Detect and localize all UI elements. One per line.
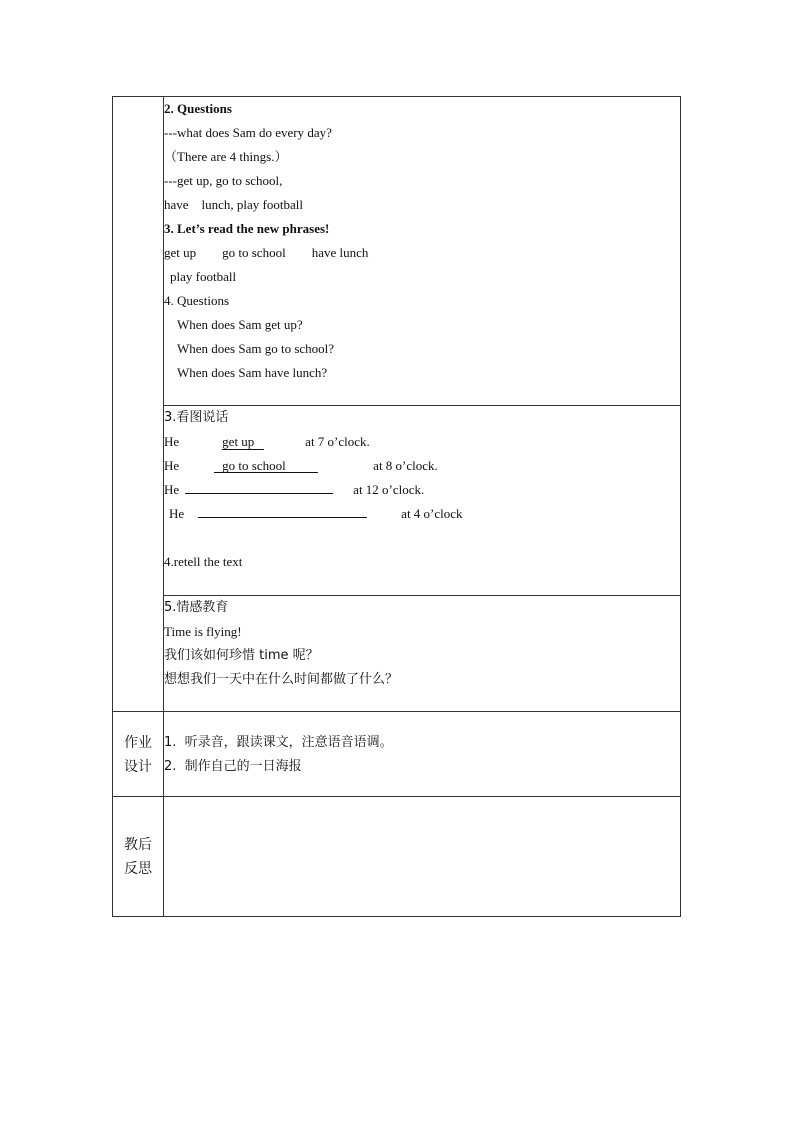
hint-four-things: （There are 4 things.）	[164, 149, 288, 164]
question-go-to-school: When does Sam go to school?	[177, 341, 335, 356]
lesson-plan-table	[112, 96, 681, 917]
phrase-play-football: play football	[170, 269, 237, 284]
homework-label-line1: 作业	[124, 735, 152, 751]
blank-empty	[198, 502, 367, 518]
cherish-time-question: 我们该如何珍惜 time 呢？	[164, 648, 319, 663]
subject-he: He	[164, 482, 180, 497]
question-get-up: When does Sam get up?	[177, 317, 303, 332]
questions-heading: 2. Questions	[164, 101, 232, 116]
reflection-label-line2: 反思	[124, 861, 152, 877]
time-is-flying: Time is flying!	[164, 624, 242, 639]
retell-text: 4.retell the text	[164, 554, 243, 569]
spacer-line	[164, 526, 680, 550]
phrases-line	[164, 241, 680, 265]
subject-he: He	[169, 506, 185, 521]
blank-answer: go to school	[214, 458, 318, 473]
questions-row	[113, 97, 681, 406]
emotion-cell	[164, 596, 681, 712]
homework-item-1: 1. 听录音，跟读课文，注意语音语调。	[164, 735, 393, 750]
questions4-heading: 4. Questions	[164, 293, 229, 308]
reflection-label-line1: 教后	[124, 837, 152, 853]
homework-cell	[164, 712, 681, 797]
answer-line-2: have lunch, play football	[164, 197, 303, 212]
picture-talk-row	[113, 406, 681, 596]
time-8: at 8 o’clock.	[373, 458, 438, 473]
picture-talk-row-2	[164, 454, 680, 478]
label-cell-empty	[113, 97, 164, 712]
picture-talk-row-3	[164, 478, 680, 502]
homework-label	[113, 712, 163, 779]
questions-cell	[164, 97, 681, 406]
phrase-get-up: get up	[164, 245, 197, 260]
reflection-label-cell	[113, 797, 164, 917]
subject-he: He	[164, 458, 180, 473]
time-12: at 12 o’clock.	[353, 482, 425, 497]
picture-talk-heading: 3.看图说话	[164, 410, 229, 425]
phrase-have-lunch: have lunch	[311, 245, 369, 260]
time-7: at 7 o’clock.	[305, 434, 370, 449]
reflect-day-question: 想想我们一天中在什么时间都做了什么？	[164, 672, 399, 687]
phrases-heading: 3. Let’s read the new phrases!	[164, 221, 330, 236]
emotion-heading: 5.情感教育	[164, 600, 229, 615]
blank-empty	[185, 478, 333, 494]
reflection-row	[113, 797, 681, 917]
blank-answer: get up	[222, 434, 264, 450]
homework-row	[113, 712, 681, 797]
time-4: at 4 o’clock	[401, 506, 463, 521]
emotion-row	[113, 596, 681, 712]
question-have-lunch: When does Sam have lunch?	[177, 365, 328, 380]
phrase-go-to-school: go to school	[222, 245, 286, 260]
question-what-does-sam-do: ---what does Sam do every day?	[164, 125, 332, 140]
picture-talk-row-1	[164, 430, 680, 454]
subject-he: He	[164, 434, 180, 449]
homework-item-2: 2. 制作自己的一日海报	[164, 759, 302, 774]
reflection-content-cell	[164, 797, 681, 917]
homework-label-line2: 设计	[124, 759, 152, 775]
homework-label-cell	[113, 712, 164, 797]
picture-talk-row-4	[164, 502, 680, 526]
answer-line-1: ---get up, go to school,	[164, 173, 283, 188]
reflection-label	[113, 797, 163, 881]
picture-talk-cell	[164, 406, 681, 596]
